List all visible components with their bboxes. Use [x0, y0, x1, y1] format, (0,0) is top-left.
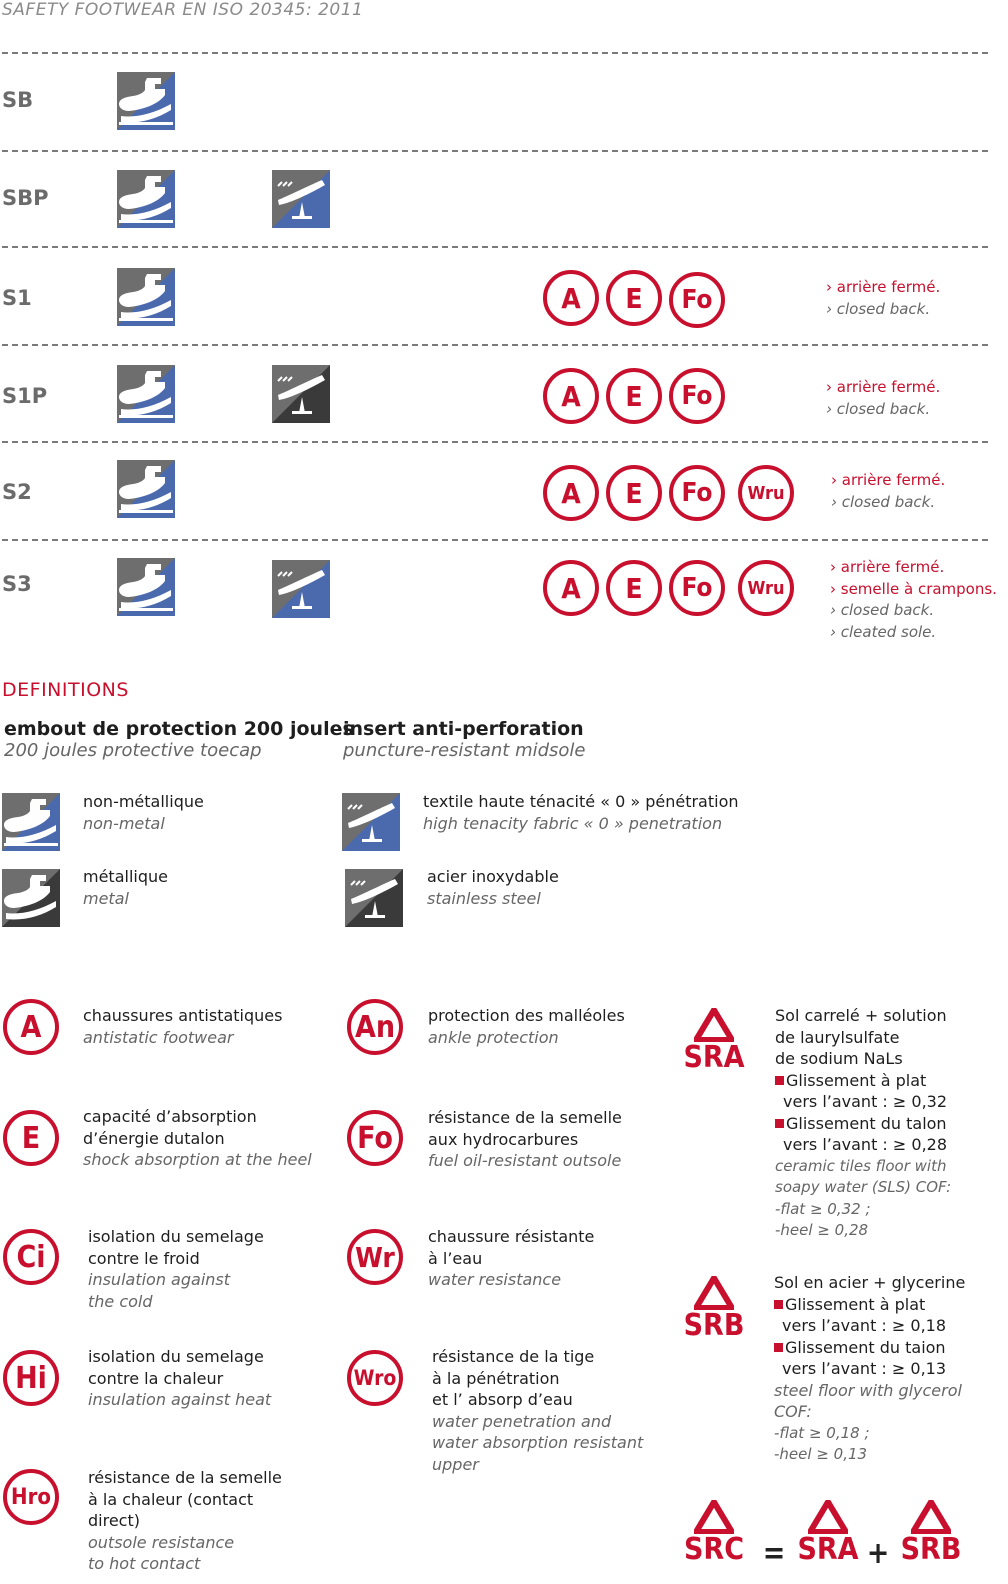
row-notes — [826, 377, 940, 420]
srb-en-line: -flat ≥ 0,18 ; — [774, 1423, 870, 1442]
badge-a: A — [543, 368, 599, 424]
toecap-composite-icon — [117, 558, 175, 616]
def-energy — [83, 1106, 312, 1171]
srb-label: SRB — [683, 1308, 745, 1343]
def-cold-en2: the cold — [88, 1291, 153, 1311]
def-heat-fr1: isolation du semelage — [88, 1347, 264, 1366]
toecap-composite-icon — [117, 72, 175, 130]
row-code-sbp: SBP — [2, 186, 49, 210]
srb-flat-value: vers l’avant : ≥ 0,18 — [782, 1316, 947, 1335]
note-closed-back-en: › closed back. — [826, 399, 931, 418]
def-upper-en2: water absorption resistant — [432, 1433, 644, 1452]
row-notes — [831, 470, 945, 513]
def-ankle-fr: protection des malléoles — [428, 1006, 625, 1025]
def-fuel-fr2: aux hydrocarbures — [428, 1129, 579, 1149]
midsole-textile-icon — [272, 560, 330, 618]
bullet-square-icon — [775, 1076, 784, 1085]
badge-wro: Wro — [347, 1350, 403, 1406]
formula-srb-symbol — [897, 1500, 965, 1567]
slip-sra-text — [775, 1005, 951, 1242]
def-hotcontact-fr3: direct) — [88, 1511, 140, 1530]
def-upper — [432, 1346, 643, 1475]
note-closed-back-en: › closed back. — [831, 492, 936, 511]
sra-heel-label: Glissement du talon — [786, 1113, 947, 1133]
def-steel-en: stainless steel — [427, 888, 541, 908]
note-closed-back-en: › closed back. — [830, 601, 935, 619]
def-water-en: water resistance — [428, 1270, 562, 1289]
def-fuel-fr1: résistance de la semelle — [428, 1108, 622, 1127]
warning-triangle-icon — [808, 1500, 848, 1534]
srb-en-line: steel floor with glycerol — [774, 1380, 962, 1400]
sra-heel-value: vers l’avant : ≥ 0,28 — [783, 1135, 948, 1154]
toecap-heading — [4, 718, 354, 761]
badge-fo: Fo — [669, 560, 725, 616]
srb-fr-line: Sol en acier + glycerine — [774, 1273, 966, 1292]
toecap-composite-icon — [2, 793, 60, 851]
srb-bullet-flat — [774, 1294, 965, 1316]
slip-srb-text — [774, 1272, 965, 1466]
note-closed-back-fr: › arrière fermé. — [831, 471, 946, 489]
divider — [2, 441, 988, 443]
def-nonmetal-fr: non-métallique — [83, 792, 204, 811]
def-upper-en3: upper — [432, 1454, 479, 1474]
badge-wru: Wru — [738, 560, 794, 616]
midsole-textile-icon — [342, 793, 400, 851]
def-antistatic-fr: chaussures antistatiques — [83, 1006, 283, 1025]
note-closed-back-fr: › arrière fermé. — [826, 278, 941, 296]
def-nonmetal — [83, 791, 204, 834]
midsole-heading-fr: insert anti-perforation — [343, 718, 584, 740]
def-metal — [83, 866, 168, 909]
sra-flat-value: vers l’avant : ≥ 0,32 — [783, 1092, 948, 1111]
badge-fo: Fo — [669, 368, 725, 424]
def-hotcontact-fr1: résistance de la semelle — [88, 1468, 282, 1487]
note-closed-back-fr: › arrière fermé. — [826, 378, 941, 396]
def-ankle-en: ankle protection — [428, 1027, 559, 1047]
badge-a: A — [3, 999, 59, 1055]
def-fuel — [428, 1107, 622, 1172]
badge-a: A — [543, 465, 599, 521]
formula-srb-label: SRB — [900, 1532, 962, 1567]
def-nonmetal-en: non-metal — [83, 813, 165, 833]
badge-a: A — [543, 560, 599, 616]
note-closed-back-fr: › arrière fermé. — [830, 558, 945, 576]
toecap-heading-fr: embout de protection 200 joules — [4, 718, 354, 740]
formula-sra-label: SRA — [797, 1532, 859, 1567]
def-energy-fr2: d’énergie dutalon — [83, 1128, 225, 1148]
badge-ci: Ci — [3, 1229, 59, 1285]
sra-label: SRA — [683, 1040, 745, 1075]
def-heat — [88, 1346, 271, 1411]
def-steel — [427, 866, 559, 909]
def-energy-en: shock absorption at the heel — [83, 1150, 312, 1169]
sra-en-line: ceramic tiles floor with — [775, 1156, 947, 1175]
srb-heel-label: Glissement du taion — [785, 1337, 946, 1357]
def-antistatic — [83, 1005, 282, 1048]
formula-equals: = — [762, 1536, 786, 1571]
midsole-steel-icon — [272, 365, 330, 423]
sra-fr-line: de laurylsulfate — [775, 1027, 900, 1047]
row-notes — [826, 277, 940, 320]
toecap-composite-icon — [117, 268, 175, 326]
sra-en-line: -flat ≥ 0,32 ; — [775, 1199, 871, 1218]
sra-bullet-flat — [775, 1070, 951, 1092]
divider — [2, 52, 988, 54]
formula-sra-symbol — [794, 1500, 862, 1567]
warning-triangle-icon — [911, 1500, 951, 1534]
def-upper-en1: water penetration and — [432, 1411, 612, 1431]
def-cold-en1: insulation against — [88, 1270, 231, 1289]
def-metal-en: metal — [83, 888, 129, 908]
badge-wru: Wru — [738, 465, 794, 521]
def-textile — [423, 791, 739, 834]
badge-fo: Fo — [347, 1110, 403, 1166]
midsole-heading — [343, 718, 586, 761]
midsole-textile-icon — [272, 170, 330, 228]
sra-en-line: soapy water (SLS) COF: — [775, 1178, 952, 1196]
def-water-fr1: chaussure résistante — [428, 1227, 595, 1246]
definitions-heading: DEFINITIONS — [2, 679, 129, 701]
midsole-heading-en: puncture-resistant midsole — [343, 740, 586, 761]
badge-fo: Fo — [669, 272, 725, 328]
divider — [2, 539, 988, 541]
def-cold-fr2: contre le froid — [88, 1248, 200, 1268]
row-code-s2: S2 — [2, 480, 32, 504]
def-upper-fr3: et l’ absorp d’eau — [432, 1390, 573, 1409]
def-hotcontact — [88, 1467, 282, 1575]
warning-triangle-icon — [694, 1276, 734, 1310]
toecap-composite-icon — [117, 460, 175, 518]
bullet-square-icon — [774, 1343, 783, 1352]
sra-bullet-heel — [775, 1113, 951, 1135]
toecap-composite-icon — [117, 170, 175, 228]
note-cleated-sole-fr: › semelle à crampons. — [830, 579, 997, 598]
sra-en-line: -heel ≥ 0,28 — [775, 1221, 869, 1239]
srb-en-line: -heel ≥ 0,13 — [774, 1445, 868, 1463]
warning-triangle-icon — [694, 1500, 734, 1534]
toecap-composite-icon — [117, 365, 175, 423]
divider — [2, 246, 988, 248]
midsole-steel-icon — [345, 869, 403, 927]
sra-symbol — [680, 1008, 748, 1075]
def-energy-fr1: capacité d’absorption — [83, 1107, 257, 1126]
srb-bullet-heel — [774, 1337, 965, 1359]
badge-hro: Hro — [3, 1469, 59, 1525]
row-notes — [830, 557, 997, 643]
badge-e: E — [3, 1110, 59, 1166]
bullet-square-icon — [774, 1300, 783, 1309]
toecap-heading-en: 200 joules protective toecap — [4, 740, 262, 761]
def-heat-en: insulation against heat — [88, 1390, 272, 1409]
badge-e: E — [606, 270, 662, 326]
sra-fr-line: Sol carrelé + solution — [775, 1006, 947, 1025]
srb-flat-label: Glissement à plat — [785, 1294, 926, 1314]
bullet-square-icon — [775, 1119, 784, 1128]
def-upper-fr1: résistance de la tige — [432, 1347, 595, 1366]
row-code-s3: S3 — [2, 572, 32, 596]
def-fuel-en: fuel oil-resistant outsole — [428, 1151, 622, 1170]
def-metal-fr: métallique — [83, 867, 168, 886]
formula-plus: + — [866, 1536, 890, 1571]
page-title: SAFETY FOOTWEAR EN ISO 20345: 2011 — [2, 0, 364, 20]
badge-fo: Fo — [669, 465, 725, 521]
def-water-fr2: à l’eau — [428, 1248, 483, 1268]
badge-e: E — [606, 465, 662, 521]
divider — [2, 344, 988, 346]
badge-an: An — [347, 999, 403, 1055]
def-upper-fr2: à la pénétration — [432, 1368, 560, 1388]
def-textile-fr: textile haute ténacité « 0 » pénétration — [423, 792, 739, 811]
srb-heel-value: vers l’avant : ≥ 0,13 — [782, 1359, 947, 1378]
def-steel-fr: acier inoxydable — [427, 867, 559, 886]
toecap-metal-icon — [2, 869, 60, 927]
def-hotcontact-en1: outsole resistance — [88, 1532, 235, 1552]
src-label: SRC — [683, 1532, 745, 1567]
badge-e: E — [606, 560, 662, 616]
def-cold — [88, 1226, 264, 1312]
sra-fr-line: de sodium NaLs — [775, 1049, 903, 1068]
def-heat-fr2: contre la chaleur — [88, 1368, 224, 1388]
def-antistatic-en: antistatic footwear — [83, 1027, 234, 1047]
warning-triangle-icon — [694, 1008, 734, 1042]
badge-wr: Wr — [347, 1229, 403, 1285]
def-ankle — [428, 1005, 625, 1048]
badge-e: E — [606, 368, 662, 424]
def-hotcontact-fr2: à la chaleur (contact — [88, 1489, 254, 1509]
note-cleated-sole-en: › cleated sole. — [830, 622, 937, 641]
row-code-s1: S1 — [2, 286, 32, 310]
def-water — [428, 1226, 594, 1291]
badge-a: A — [543, 270, 599, 326]
src-symbol — [680, 1500, 748, 1567]
def-textile-en: high tenacity fabric « 0 » penetration — [423, 813, 723, 833]
srb-en-line: COF: — [774, 1402, 812, 1421]
row-code-s1p: S1P — [2, 384, 48, 408]
note-closed-back-en: › closed back. — [826, 299, 931, 318]
badge-hi: Hi — [3, 1350, 59, 1406]
sra-flat-label: Glissement à plat — [786, 1070, 927, 1090]
def-cold-fr1: isolation du semelage — [88, 1227, 264, 1246]
srb-symbol — [680, 1276, 748, 1343]
divider — [2, 150, 988, 152]
row-code-sb: SB — [2, 88, 34, 112]
def-hotcontact-en2: to hot contact — [88, 1554, 201, 1573]
